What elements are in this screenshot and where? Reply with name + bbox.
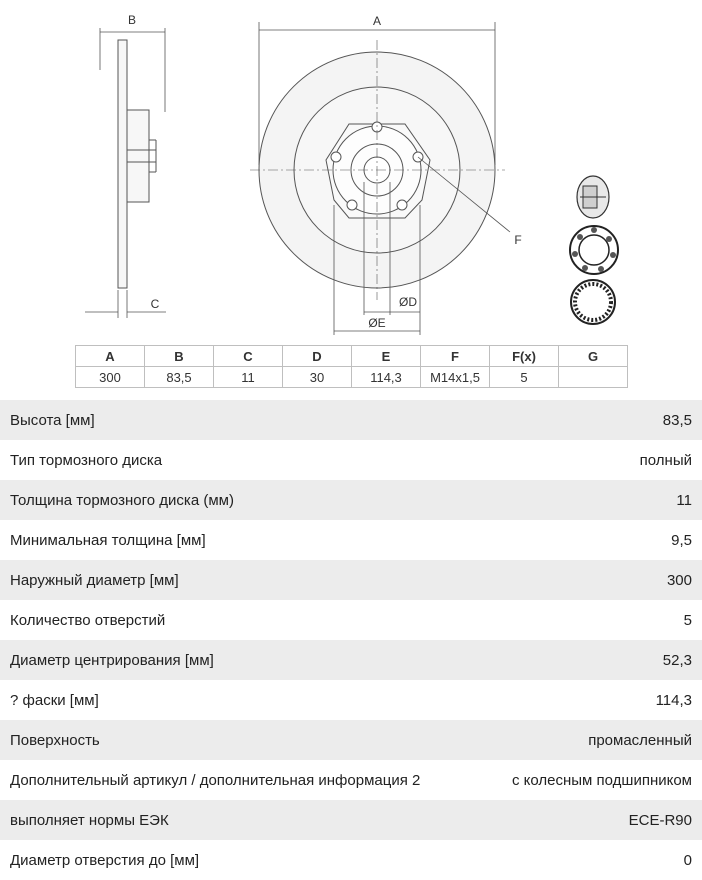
specifications-list bbox=[0, 400, 702, 880]
dim-label-e: ØE bbox=[368, 316, 386, 330]
spec-value: 0 bbox=[683, 851, 692, 869]
dimensions-value: 83,5 bbox=[145, 367, 214, 388]
spec-row bbox=[0, 800, 702, 840]
spec-row bbox=[0, 760, 702, 800]
technical-drawing bbox=[0, 0, 702, 340]
dim-label-a: A bbox=[372, 14, 382, 28]
spec-value: ECE-R90 bbox=[628, 811, 692, 829]
spec-value: 9,5 bbox=[671, 531, 692, 549]
spec-row bbox=[0, 480, 702, 520]
dimensions-value bbox=[559, 367, 628, 388]
spec-label: Дополнительный артикул / дополнительная информация 2 bbox=[10, 771, 421, 789]
dim-label-d: ØD bbox=[399, 295, 417, 309]
spec-row bbox=[0, 840, 702, 880]
spec-value: 300 bbox=[666, 571, 692, 589]
dimensions-header: D bbox=[283, 346, 352, 367]
spec-value: 52,3 bbox=[662, 651, 692, 669]
spec-label: Высота [мм] bbox=[10, 411, 95, 429]
dimensions-value: 5 bbox=[490, 367, 559, 388]
spec-label: Тип тормозного диска bbox=[10, 451, 163, 469]
dimensions-header: F(x) bbox=[490, 346, 559, 367]
spec-value: промасленный bbox=[588, 731, 692, 749]
abs-ring-icon bbox=[571, 280, 615, 324]
dim-label-f: F bbox=[514, 233, 522, 247]
spec-row bbox=[0, 400, 702, 440]
spec-value: 114,3 bbox=[655, 691, 692, 709]
dimensions-value: 114,3 bbox=[352, 367, 421, 388]
dimensions-header-row bbox=[76, 346, 628, 367]
dimensions-value-row bbox=[76, 367, 628, 388]
dimensions-header: A bbox=[76, 346, 145, 367]
spec-row bbox=[0, 560, 702, 600]
dimensions-value: 300 bbox=[76, 367, 145, 388]
spec-label: Наружный диаметр [мм] bbox=[10, 571, 179, 589]
spec-value: полный bbox=[639, 451, 692, 469]
disc-front-view bbox=[250, 22, 510, 335]
spec-row bbox=[0, 520, 702, 560]
spec-label: Диаметр отверстия до [мм] bbox=[10, 851, 200, 869]
dim-label-c: C bbox=[150, 297, 160, 311]
spec-label: Диаметр центрирования [мм] bbox=[10, 651, 214, 669]
wheel-bearing-icon bbox=[570, 226, 618, 274]
spec-row bbox=[0, 440, 702, 480]
spec-value: 83,5 bbox=[662, 411, 692, 429]
spec-label: Поверхность bbox=[10, 731, 100, 749]
spec-label: выполняет нормы ЕЭК bbox=[10, 811, 169, 829]
dimensions-value: 11 bbox=[214, 367, 283, 388]
spec-label: Количество отверстий bbox=[10, 611, 166, 629]
disc-side-view bbox=[85, 28, 166, 318]
dimensions-value: M14x1,5 bbox=[421, 367, 490, 388]
dimensions-header: C bbox=[214, 346, 283, 367]
spec-value: 5 bbox=[683, 611, 692, 629]
dimensions-header: G bbox=[559, 346, 628, 367]
disc-icon bbox=[577, 176, 609, 218]
dim-label-b: B bbox=[127, 13, 137, 27]
spec-label: Толщина тормозного диска (мм) bbox=[10, 491, 234, 509]
dimensions-header: E bbox=[352, 346, 421, 367]
spec-row bbox=[0, 680, 702, 720]
dimensions-header: F bbox=[421, 346, 490, 367]
dimensions-table bbox=[75, 345, 628, 388]
spec-label: Минимальная толщина [мм] bbox=[10, 531, 206, 549]
dimensions-header: B bbox=[145, 346, 214, 367]
spec-row bbox=[0, 720, 702, 760]
dimensions-value: 30 bbox=[283, 367, 352, 388]
spec-row bbox=[0, 600, 702, 640]
spec-value: 11 bbox=[676, 491, 692, 509]
spec-label: ? фаски [мм] bbox=[10, 691, 99, 709]
spec-row bbox=[0, 640, 702, 680]
spec-value: с колесным подшипником bbox=[511, 771, 692, 789]
